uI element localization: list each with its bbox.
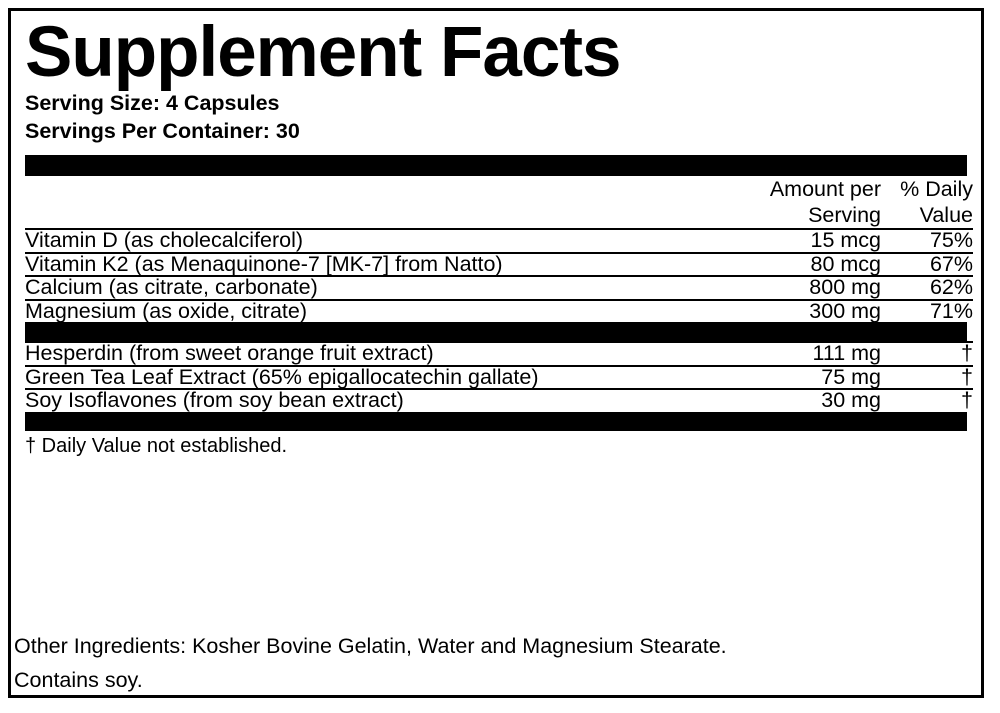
- table-row: [25, 300, 973, 323]
- servings-per-container-text: Servings Per Container: 30: [25, 118, 300, 143]
- allergen-text: Contains soy.: [14, 667, 143, 692]
- nutrient-dv: †: [881, 342, 973, 366]
- dv-header-line2: Value: [919, 203, 973, 228]
- table-header-row: [25, 176, 973, 229]
- nutrient-amount: 75 mg: [741, 366, 881, 390]
- nutrient-amount: 15 mcg: [741, 229, 881, 253]
- nutrient-dv: 62%: [881, 276, 973, 300]
- nutrient-name: Magnesium (as oxide, citrate): [25, 300, 741, 323]
- supplement-facts-panel: [8, 8, 984, 698]
- daily-value-header: [881, 176, 973, 229]
- nutrient-name: Green Tea Leaf Extract (65% epigallocatechin gallate): [25, 366, 741, 390]
- section-divider-bar: [25, 322, 967, 341]
- nutrient-amount: 111 mg: [741, 342, 881, 366]
- header-divider-bar: [25, 155, 967, 176]
- table-row: [25, 342, 973, 366]
- nutrient-name: Calcium (as citrate, carbonate): [25, 276, 741, 300]
- table-row: [25, 276, 973, 300]
- nutrition-table: [25, 176, 973, 322]
- amount-header-line2: Serving: [808, 203, 881, 228]
- supplement-facts-inner: [25, 13, 973, 458]
- nutrient-name: Vitamin K2 (as Menaquinone-7 [MK-7] from Natto): [25, 253, 741, 277]
- nutrient-dv: 75%: [881, 229, 973, 253]
- table-header-blank: [25, 176, 741, 229]
- amount-header: [741, 176, 881, 229]
- other-nutrients-table: [25, 341, 973, 412]
- table-row: [25, 366, 973, 390]
- nutrient-amount: 300 mg: [741, 300, 881, 323]
- nutrient-amount: 30 mg: [741, 389, 881, 412]
- other-ingredients-text: Other Ingredients: Kosher Bovine Gelatin, Water and Magnesium Stearate.: [14, 634, 727, 658]
- footer-divider-bar: [25, 412, 967, 431]
- nutrient-dv: †: [881, 366, 973, 390]
- nutrient-name: Vitamin D (as cholecalciferol): [25, 229, 741, 253]
- nutrient-dv: 71%: [881, 300, 973, 323]
- table-row: [25, 389, 973, 412]
- nutrient-amount: 80 mcg: [741, 253, 881, 277]
- nutrient-amount: 800 mg: [741, 276, 881, 300]
- dv-header-line1: % Daily: [900, 177, 973, 202]
- outside-panel-text: [14, 634, 974, 694]
- amount-header-line1: Amount per: [769, 177, 881, 202]
- daily-value-footnote: † Daily Value not established.: [25, 434, 288, 457]
- table-row: [25, 253, 973, 277]
- page-title: Supplement Facts: [25, 13, 621, 92]
- nutrient-name: Soy Isoflavones (from soy bean extract): [25, 389, 741, 412]
- nutrient-dv: 67%: [881, 253, 973, 277]
- nutrient-name: Hesperdin (from sweet orange fruit extract): [25, 342, 741, 366]
- table-row: [25, 229, 973, 253]
- serving-size-text: Serving Size: 4 Capsules: [25, 91, 280, 115]
- nutrient-dv: †: [881, 389, 973, 412]
